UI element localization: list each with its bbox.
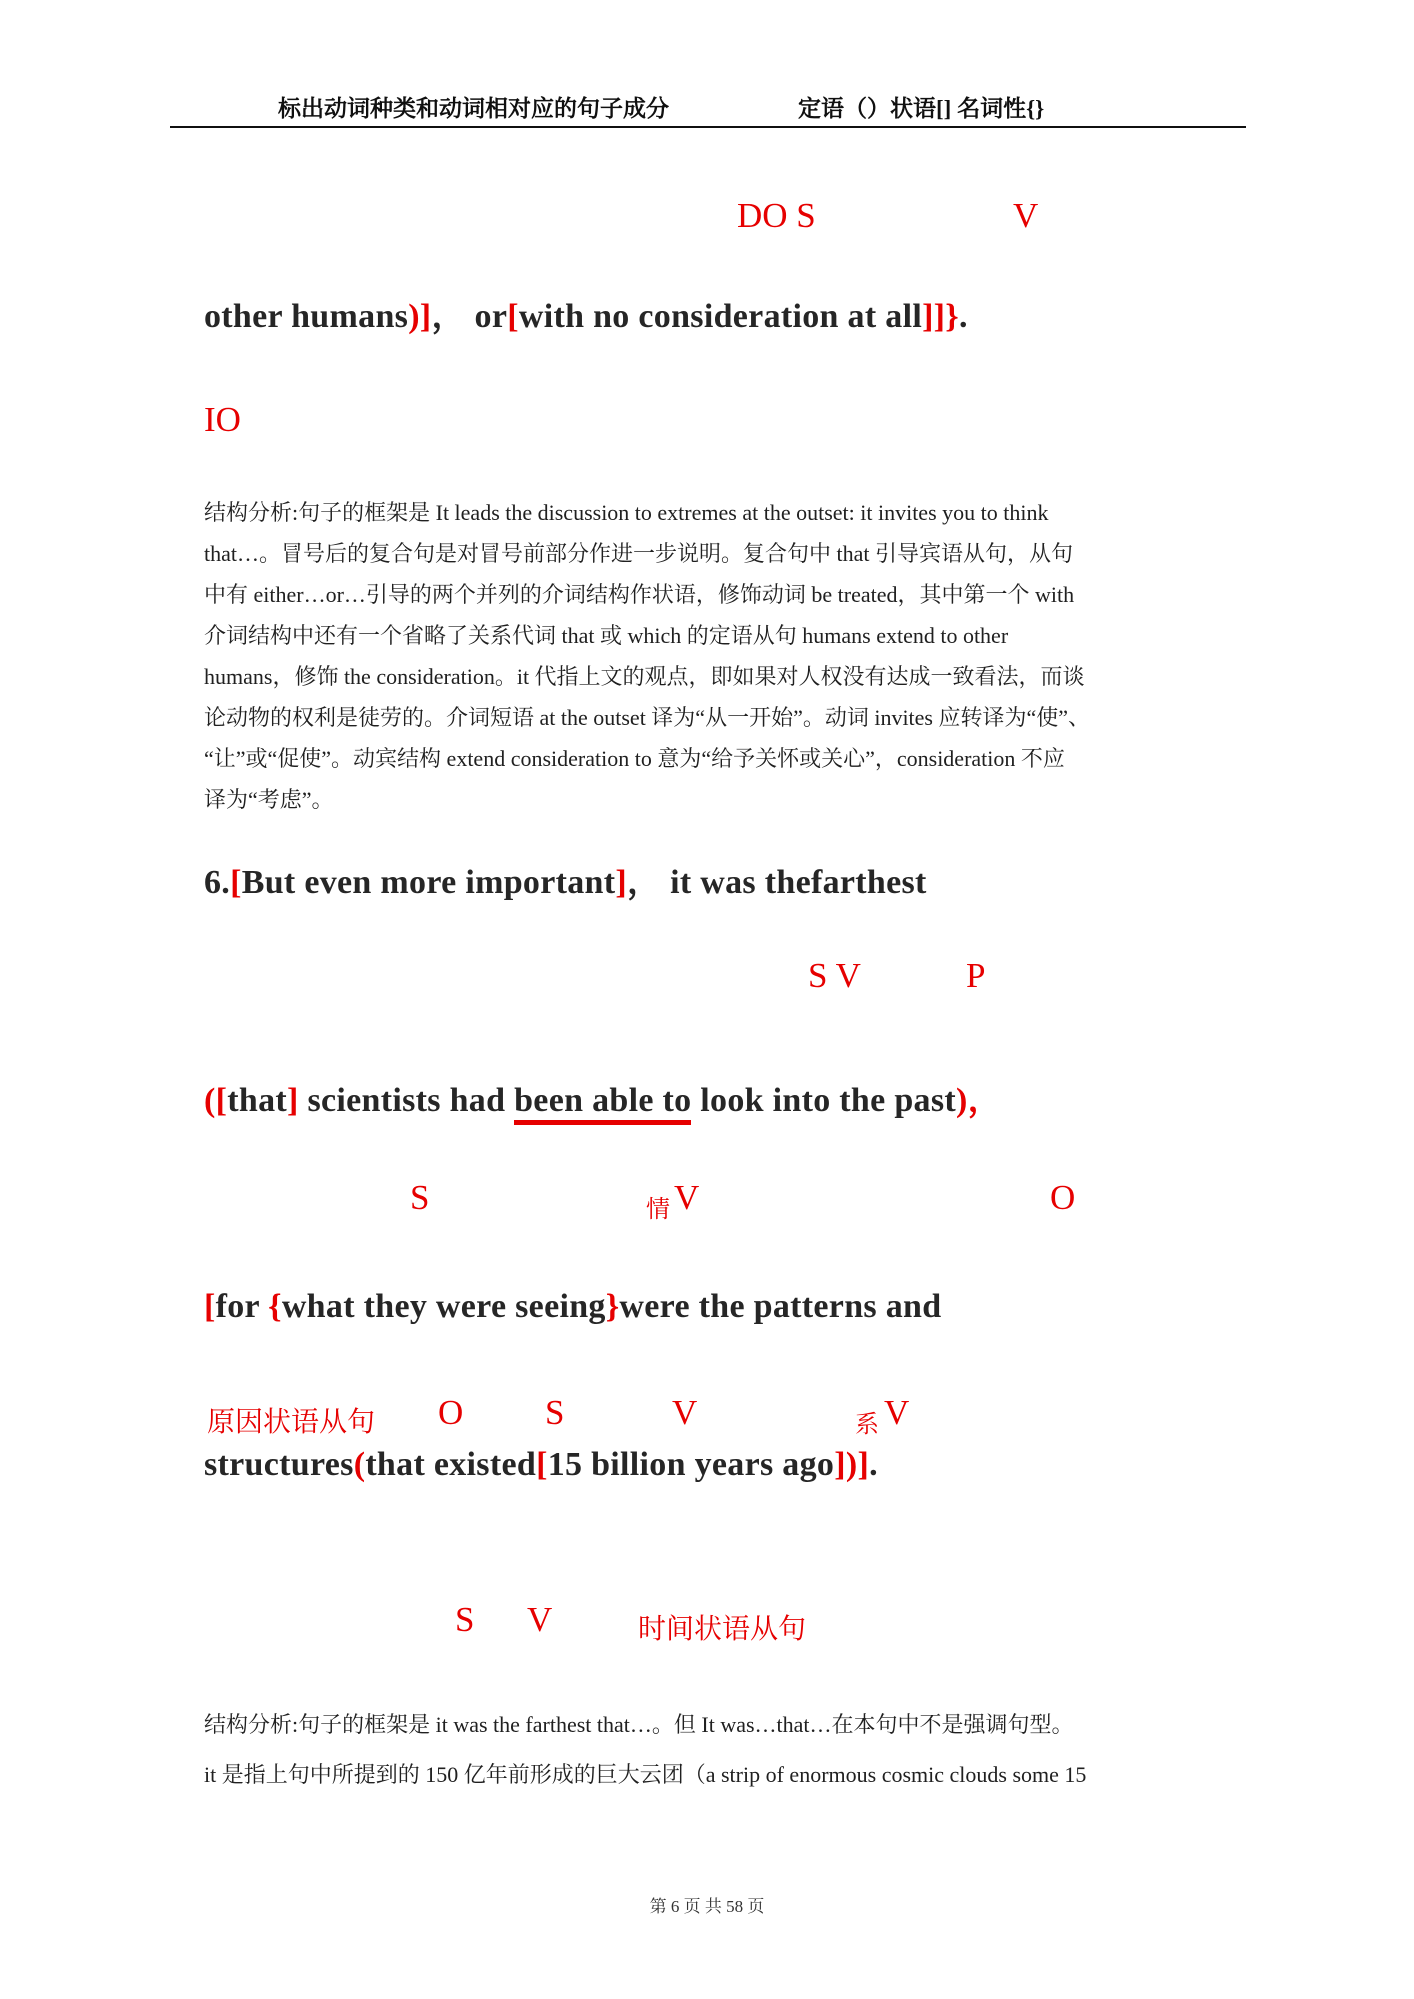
annotation-p: P [966, 956, 986, 995]
analysis-line: it 是指上句中所提到的 150 亿年前形成的巨大云团（a strip of enormous cosmic clouds some 15 [204, 1762, 1087, 1787]
header-left-title: 标出动词种类和动词相对应的句子成分 [278, 96, 669, 121]
sentence-line-2: ([that] scientists had been able to look into the past)， [204, 1072, 1002, 1121]
annotation-v: V [1013, 196, 1039, 235]
sentence-line-4: structures(that existed[15 billion years ago])]. [204, 1446, 878, 1483]
sentence-heading-6: 6.[But even more important]， it was thefarthest [204, 864, 927, 901]
analysis-line: humans，修饰 the consideration。it 代指上文的观点，即如果对人权没有达成一致看法，而谈 [204, 664, 1085, 689]
annotation-linking-label: 系 [855, 1412, 879, 1438]
analysis-paragraph-2 [204, 1700, 1219, 1800]
annotation-o: O [1050, 1178, 1076, 1217]
annotation-v: V [527, 1600, 553, 1639]
annotation-v: V [884, 1393, 910, 1432]
annotation-s: S [410, 1178, 430, 1217]
analysis-line: 介词结构中还有一个省略了关系代词 that 或 which 的定语从句 humans extend to other [204, 623, 1009, 648]
analysis-line: that…。冒号后的复合句是对冒号前部分作进一步说明。复合句中 that 引导宾语从句，从句 [204, 541, 1073, 566]
annotation-io: IO [204, 400, 241, 439]
analysis-line: 译为“考虑”。 [204, 787, 334, 812]
annotation-o: O [438, 1393, 464, 1432]
annotation-v: V [674, 1178, 700, 1217]
analysis-line: 结构分析:句子的框架是 it was the farthest that…。但 It was…that…在本句中不是强调句型。 [204, 1712, 1074, 1737]
annotation-s-v: S V [808, 956, 861, 995]
page-footer: 第 6 页 共 58 页 [649, 1897, 765, 1916]
analysis-line: “让”或“促使”。动宾结构 extend consideration to 意为“给予关怀或关心”，consideration 不应 [204, 746, 1065, 771]
analysis-line: 中有 either…or…引导的两个并列的介词结构作状语，修饰动词 be treated，其中第一个 with [204, 582, 1075, 607]
annotation-v: V [672, 1393, 698, 1432]
analysis-line: 结构分析:句子的框架是 It leads the discussion to extremes at the outset: it invites you to think [204, 500, 1049, 525]
sentence-line-3: [for {what they were seeing}were the patterns and [204, 1288, 942, 1325]
annotation-modal-label: 情 [646, 1197, 670, 1223]
annotation-do-s: DO S [737, 196, 816, 235]
annotation-s: S [545, 1393, 565, 1432]
header-rule [170, 126, 1246, 128]
analysis-paragraph-1 [204, 492, 1219, 820]
annotation-reason-clause-label: 原因状语从句 [207, 1407, 376, 1438]
annotation-s: S [455, 1600, 475, 1639]
analysis-line: 论动物的权利是徒劳的。介词短语 at the outset 译为“从一开始”。动词 invites 应转译为“使”、 [204, 705, 1091, 730]
annotation-time-clause-label: 时间状语从句 [638, 1614, 807, 1645]
header-right-legend: 定语（）状语[] 名词性{} [798, 96, 1045, 121]
sentence-line-1: other humans)]， or[with no consideration at all]]}. [204, 298, 968, 335]
